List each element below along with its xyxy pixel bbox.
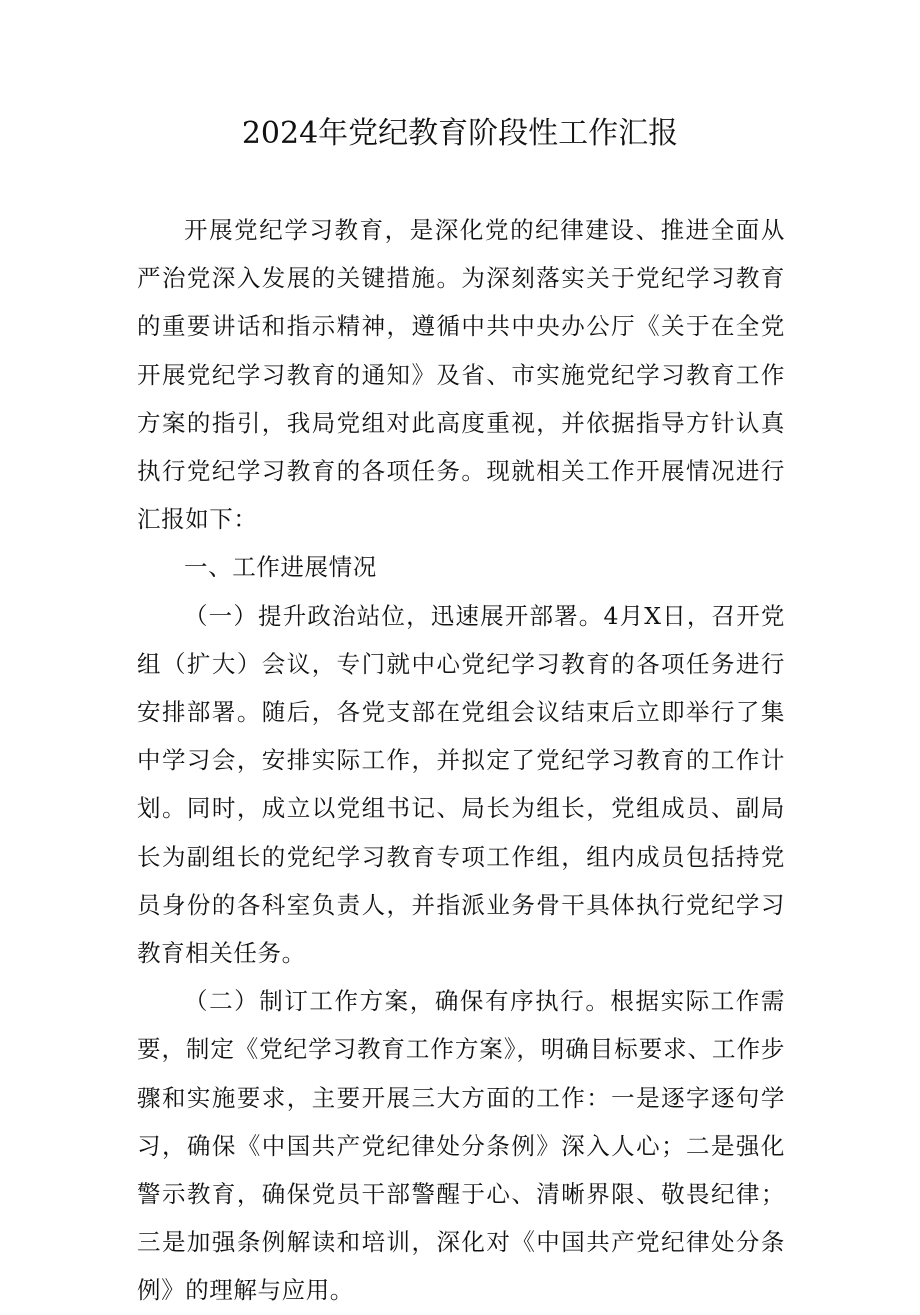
document-body (137, 206, 785, 1315)
item-paragraph-2: （二）制订工作方案，确保有序执行。根据实际工作需要，制定《党纪学习教育工作方案》，明确目标要求、工作步骤和实施要求，主要开展三大方面的工作：一是逐字逐句学习，确保《中国共产党纪律处分条例》深入人心；二是强化警示教育，确保党员干部警醒于心、清晰界限、敬畏纪律；三是加强条例解读和培训，深化对《中国共产党纪律处分条例》的理解与应用。 (137, 987, 785, 1305)
item-paragraph-1: （一）提升政治站位，迅速展开部署。4月X日，召开党组（扩大）会议，专门就中心党纪学习教育的各项任务进行安排部署。随后，各党支部在党组会议结束后立即举行了集中学习会，安排实际工作，并拟定了党纪学习教育的工作计划。同时，成立以党组书记、局长为组长，党组成员、副局长为副组长的党纪学习教育专项工作组，组内成员包括持党员身份的各科室负责人，并指派业务骨干具体执行党纪学习教育相关任务。 (137, 601, 785, 968)
section-heading-1: 一、工作进展情况 (184, 553, 377, 582)
intro-paragraph: 开展党纪学习教育，是深化党的纪律建设、推进全面从严治党深入发展的关键措施。为深刻落实关于党纪学习教育的重要讲话和指示精神，遵循中共中央办公厅《关于在全党开展党纪学习教育的通知》及省、市实施党纪学习教育工作方案的指引，我局党组对此高度重视，并依据指导方针认真执行党纪学习教育的各项任务。现就相关工作开展情况进行汇报如下： (137, 216, 785, 534)
document-title: 2024年党纪教育阶段性工作汇报 (241, 116, 679, 151)
